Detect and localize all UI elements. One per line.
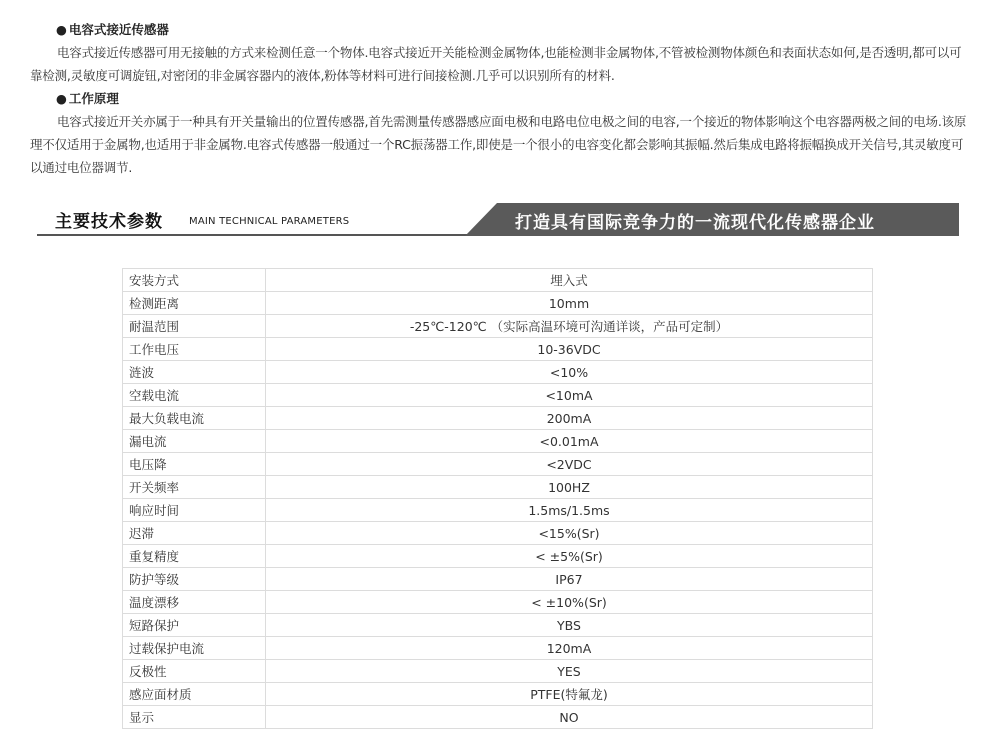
spec-value: <15%(Sr) bbox=[266, 522, 873, 545]
spec-value: 1.5ms/1.5ms bbox=[266, 499, 873, 522]
spec-label: 过载保护电流 bbox=[123, 637, 266, 660]
spec-label: 迟滞 bbox=[123, 522, 266, 545]
spec-value: YBS bbox=[266, 614, 873, 637]
section-title: 电容式接近传感器 bbox=[68, 22, 169, 37]
bullet-icon: ● bbox=[56, 22, 67, 37]
spec-value: <2VDC bbox=[266, 453, 873, 476]
spec-label: 防护等级 bbox=[123, 568, 266, 591]
table-row bbox=[123, 292, 873, 315]
spec-label: 漏电流 bbox=[123, 430, 266, 453]
bullet-icon: ● bbox=[56, 91, 67, 106]
spec-value: 10mm bbox=[266, 292, 873, 315]
spec-value: YES bbox=[266, 660, 873, 683]
section-paragraph-working-principle: 电容式接近开关亦属于一种具有开关量输出的位置传感器,首先需测量传感器感应面电极和电路电位电极之间的电容,一个接近的物体影响这个电容器两极之间的电场.该原理不仅适用于金属物,也适用于非金属物.电容式传感器一般通过一个RC振荡器工作,即使是一个很小的电容变化都会影响其振幅.然后集成电路将振幅换成开关信号,其灵敏度可以通过电位器调节. bbox=[30, 114, 967, 175]
spec-label: 重复精度 bbox=[123, 545, 266, 568]
spec-value: 100HZ bbox=[266, 476, 873, 499]
spec-label: 响应时间 bbox=[123, 499, 266, 522]
table-row bbox=[123, 591, 873, 614]
spec-label: 电压降 bbox=[123, 453, 266, 476]
spec-label: 反极性 bbox=[123, 660, 266, 683]
table-row bbox=[123, 660, 873, 683]
table-row bbox=[123, 568, 873, 591]
banner-title: 主要技术参数 bbox=[55, 212, 163, 232]
table-row bbox=[123, 637, 873, 660]
spec-value: 120mA bbox=[266, 637, 873, 660]
spec-value: <10mA bbox=[266, 384, 873, 407]
parameters-banner bbox=[37, 203, 959, 236]
spec-label: 涟波 bbox=[123, 361, 266, 384]
table-row bbox=[123, 522, 873, 545]
spec-label: 最大负载电流 bbox=[123, 407, 266, 430]
table-row bbox=[123, 430, 873, 453]
spec-label: 工作电压 bbox=[123, 338, 266, 361]
table-row bbox=[123, 453, 873, 476]
spec-value: 200mA bbox=[266, 407, 873, 430]
section-paragraph-capacitive-sensor: 电容式接近传感器可用无接触的方式来检测任意一个物体.电容式接近开关能检测金属物体,也能检测非金属物体,不管被检测物体颜色和表面状态如何,是否透明,都可以可靠检测,灵敏度可调旋钮,对密闭的非金属容器内的液体,粉体等材料可进行间接检测.几乎可以识别所有的材料. bbox=[30, 45, 962, 83]
banner-subtitle: MAIN TECHNICAL PARAMETERS bbox=[189, 216, 350, 227]
banner-underline bbox=[37, 234, 497, 236]
table-row bbox=[123, 476, 873, 499]
spec-label: 温度漂移 bbox=[123, 591, 266, 614]
spec-label: 检测距离 bbox=[123, 292, 266, 315]
spec-value: PTFE(特氟龙) bbox=[266, 683, 873, 706]
spec-label: 安装方式 bbox=[123, 269, 266, 292]
table-row bbox=[123, 614, 873, 637]
spec-value: 10-36VDC bbox=[266, 338, 873, 361]
section-heading-working-principle bbox=[30, 87, 970, 110]
table-row bbox=[123, 384, 873, 407]
spec-label: 空载电流 bbox=[123, 384, 266, 407]
spec-value: <10% bbox=[266, 361, 873, 384]
table-row bbox=[123, 499, 873, 522]
spec-table-body bbox=[123, 269, 873, 729]
banner-slogan: 打造具有国际竞争力的一流现代化传感器企业 bbox=[515, 213, 875, 233]
table-row bbox=[123, 269, 873, 292]
spec-value: 埋入式 bbox=[266, 269, 873, 292]
spec-label: 显示 bbox=[123, 706, 266, 729]
table-row bbox=[123, 545, 873, 568]
spec-value: NO bbox=[266, 706, 873, 729]
spec-value: -25℃-120℃ （实际高温环境可沟通详谈，产品可定制） bbox=[266, 315, 873, 338]
spec-value: < ±5%(Sr) bbox=[266, 545, 873, 568]
spec-value: < ±10%(Sr) bbox=[266, 591, 873, 614]
section-title: 工作原理 bbox=[68, 91, 119, 106]
spec-label: 短路保护 bbox=[123, 614, 266, 637]
table-row bbox=[123, 407, 873, 430]
spec-label: 开关频率 bbox=[123, 476, 266, 499]
table-row bbox=[123, 683, 873, 706]
table-row bbox=[123, 338, 873, 361]
spec-value: <0.01mA bbox=[266, 430, 873, 453]
intro-text bbox=[30, 18, 970, 179]
spec-table bbox=[122, 268, 873, 729]
table-row bbox=[123, 361, 873, 384]
spec-label: 感应面材质 bbox=[123, 683, 266, 706]
section-heading-capacitive-sensor bbox=[30, 18, 970, 41]
table-row bbox=[123, 706, 873, 729]
spec-value: IP67 bbox=[266, 568, 873, 591]
table-row bbox=[123, 315, 873, 338]
spec-label: 耐温范围 bbox=[123, 315, 266, 338]
